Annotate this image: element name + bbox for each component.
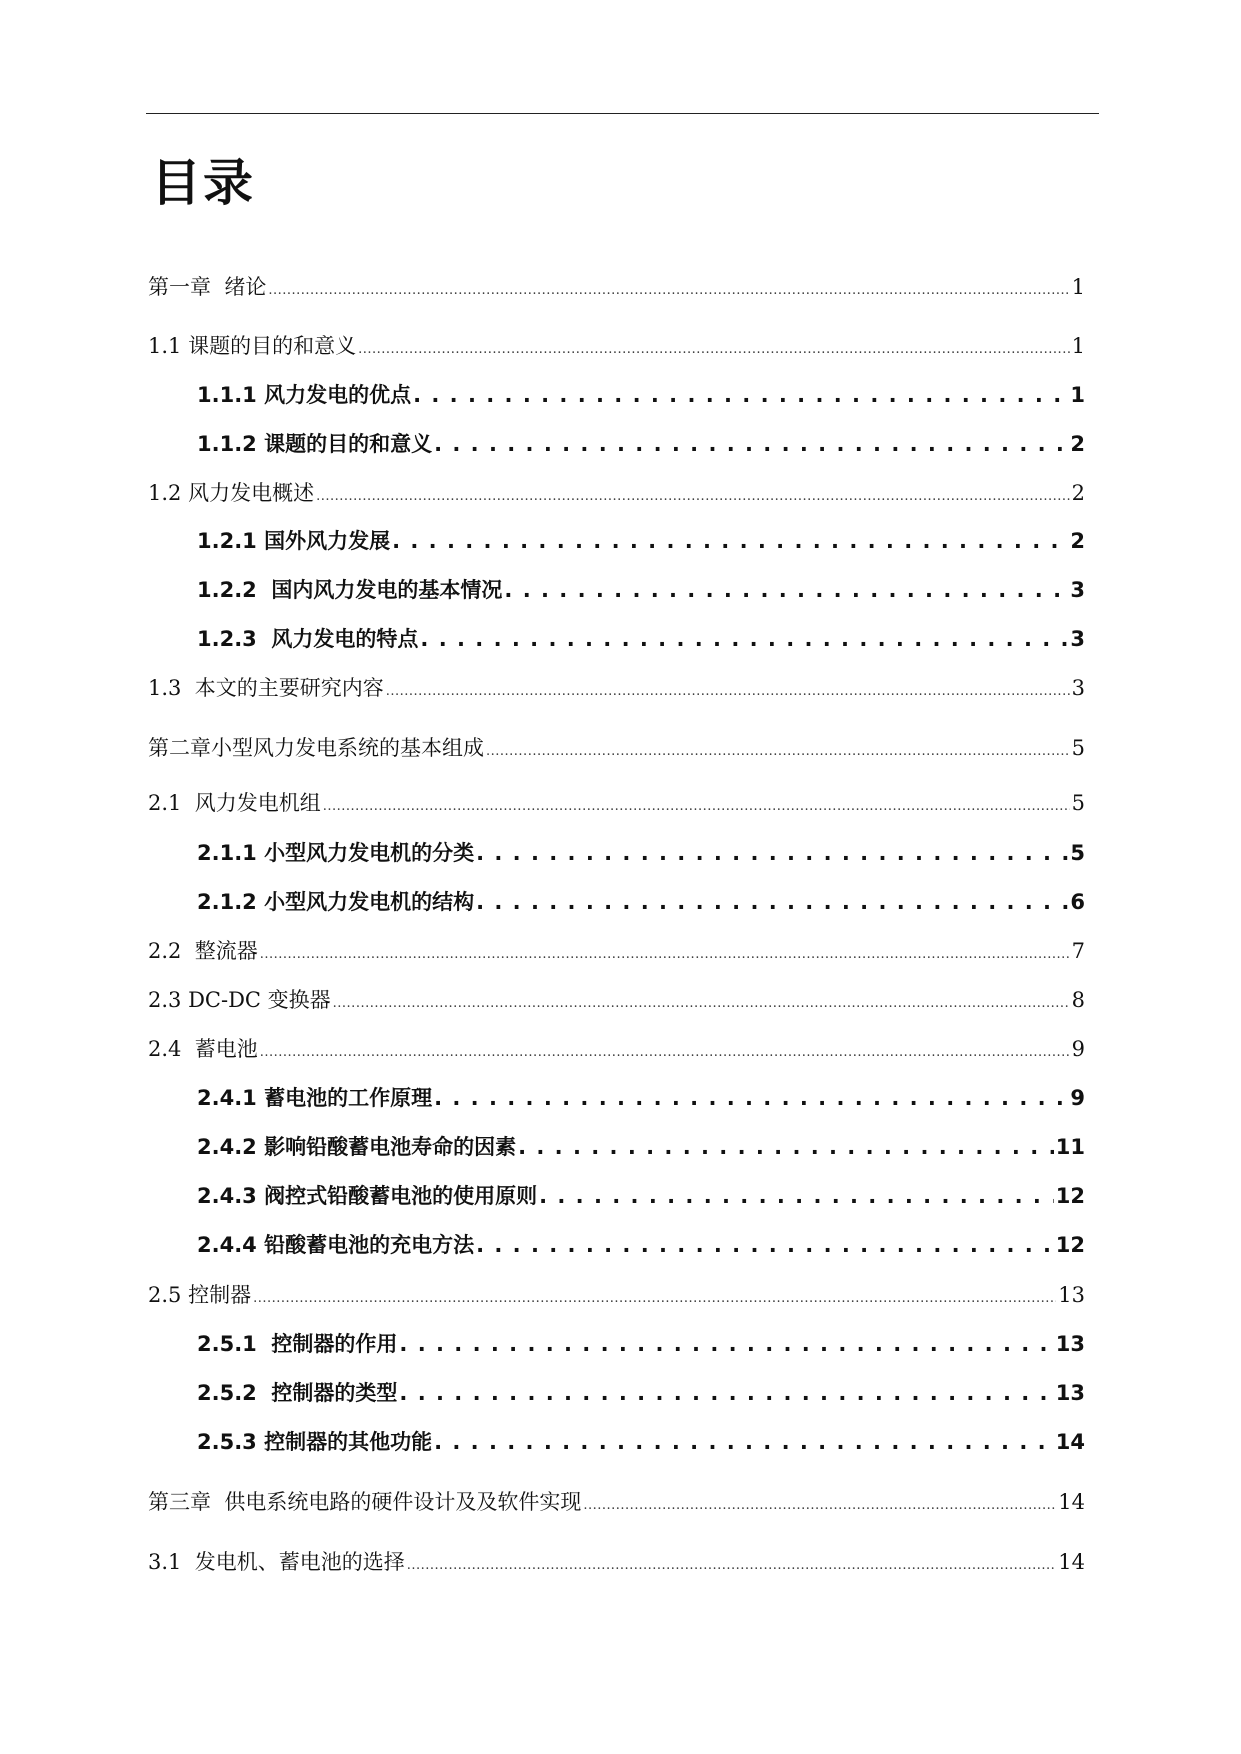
toc-entry-label: 2.2 整流器 <box>148 939 258 963</box>
toc-entry-label: 1.2.2 国内风力发电的基本情况 <box>197 578 503 602</box>
toc-entry-label: 2.1.2 小型风力发电机的结构 <box>197 890 475 914</box>
toc-entry-page: 1 <box>1071 334 1085 358</box>
toc-entry-page: 5 <box>1071 791 1085 815</box>
dot-leader <box>386 671 1070 709</box>
toc-entry-label: 第二章小型风力发电系统的基本组成 <box>148 736 484 760</box>
toc-entry[interactable] <box>197 836 1085 870</box>
toc-entry[interactable] <box>197 524 1085 558</box>
toc-entry[interactable] <box>148 476 1085 510</box>
dot-leader <box>358 329 1070 367</box>
toc-entry-page: 1 <box>1070 383 1085 407</box>
toc-entry-page: 5 <box>1070 841 1085 865</box>
dot-leader <box>434 1081 1068 1115</box>
toc-entry-label: 2.4.1 蓄电池的工作原理 <box>197 1086 433 1110</box>
toc-entry[interactable] <box>197 1228 1085 1262</box>
toc-entry-page: 9 <box>1070 1086 1085 1110</box>
toc-entry-label: 1.2 风力发电概述 <box>148 481 315 505</box>
toc-entry[interactable] <box>197 378 1085 412</box>
dot-leader <box>268 270 1069 308</box>
toc-entry-page: 12 <box>1055 1184 1085 1208</box>
toc-entry[interactable] <box>197 1376 1085 1410</box>
dot-leader <box>420 622 1068 656</box>
toc-entry-page: 14 <box>1055 1430 1085 1454</box>
dot-leader <box>399 1327 1053 1361</box>
toc-entry-page: 13 <box>1055 1381 1085 1405</box>
dot-leader <box>518 1130 1054 1164</box>
dot-leader <box>539 1179 1054 1213</box>
toc-entry[interactable] <box>148 329 1085 363</box>
dot-leader <box>486 731 1070 769</box>
dot-leader <box>316 476 1070 514</box>
toc-entry[interactable] <box>148 1032 1085 1066</box>
toc-entry-page: 13 <box>1058 1283 1085 1307</box>
toc-entry[interactable] <box>148 270 1085 304</box>
toc-entry[interactable] <box>148 671 1085 705</box>
toc-entry-page: 12 <box>1055 1233 1085 1257</box>
toc-entry[interactable] <box>148 1545 1085 1579</box>
dot-leader <box>583 1485 1056 1523</box>
toc-entry-label: 1.1.1 风力发电的优点 <box>197 383 412 407</box>
toc-entry-label: 2.5.2 控制器的类型 <box>197 1381 398 1405</box>
dot-leader <box>399 1376 1053 1410</box>
dot-leader <box>333 983 1070 1021</box>
toc-entry-page: 8 <box>1071 988 1085 1012</box>
dot-leader <box>504 573 1068 607</box>
toc-entry[interactable] <box>197 1130 1085 1164</box>
toc-entry-page: 2 <box>1070 529 1085 553</box>
toc-entry-label: 第三章 供电系统电路的硬件设计及及软件实现 <box>148 1490 582 1514</box>
dot-leader <box>323 786 1070 824</box>
toc-entry-page: 2 <box>1070 432 1085 456</box>
toc-entry-page: 7 <box>1071 939 1085 963</box>
toc-entry-label: 2.1 风力发电机组 <box>148 791 321 815</box>
dot-leader <box>434 427 1068 461</box>
dot-leader <box>392 524 1068 558</box>
dot-leader <box>434 1425 1054 1459</box>
toc-entry-label: 1.1.2 课题的目的和意义 <box>197 432 433 456</box>
dot-leader <box>260 934 1070 972</box>
toc-entry[interactable] <box>197 885 1085 919</box>
toc-entry[interactable] <box>197 427 1085 461</box>
toc-entry-page: 3 <box>1070 627 1085 651</box>
toc-entry-label: 3.1 发电机、蓄电池的选择 <box>148 1550 405 1574</box>
toc-entry-page: 11 <box>1055 1135 1085 1159</box>
dot-leader <box>476 836 1068 870</box>
dot-leader <box>476 885 1068 919</box>
toc-entry-label: 2.4.4 铅酸蓄电池的充电方法 <box>197 1233 475 1257</box>
toc-entry[interactable] <box>197 622 1085 656</box>
toc-entry[interactable] <box>148 983 1085 1017</box>
toc-entry[interactable] <box>148 1485 1085 1519</box>
toc-entry-label: 2.5.1 控制器的作用 <box>197 1332 398 1356</box>
toc-entry-page: 6 <box>1070 890 1085 914</box>
toc-entry-page: 13 <box>1055 1332 1085 1356</box>
dot-leader <box>407 1545 1057 1583</box>
toc-entry-page: 9 <box>1071 1037 1085 1061</box>
toc-entry-page: 1 <box>1071 275 1085 299</box>
toc-entry[interactable] <box>197 1081 1085 1115</box>
toc-entry-label: 第一章 绪论 <box>148 275 267 299</box>
toc-entry-label: 1.2.3 风力发电的特点 <box>197 627 419 651</box>
toc-entry[interactable] <box>148 934 1085 968</box>
toc-entry-page: 2 <box>1071 481 1085 505</box>
dot-leader <box>476 1228 1054 1262</box>
dot-leader <box>413 378 1068 412</box>
toc-entry-label: 2.5.3 控制器的其他功能 <box>197 1430 433 1454</box>
dot-leader <box>260 1032 1070 1070</box>
toc-entry[interactable] <box>197 1179 1085 1213</box>
toc-entry-page: 3 <box>1071 676 1085 700</box>
toc-entry-label: 2.4.3 阀控式铅酸蓄电池的使用原则 <box>197 1184 538 1208</box>
toc-entry[interactable] <box>197 573 1085 607</box>
toc-entry-label: 2.4 蓄电池 <box>148 1037 258 1061</box>
toc-entry-page: 5 <box>1071 736 1085 760</box>
toc-entry-label: 1.3 本文的主要研究内容 <box>148 676 384 700</box>
dot-leader <box>253 1278 1056 1316</box>
toc-entry-page: 14 <box>1058 1490 1085 1514</box>
toc-entry[interactable] <box>148 731 1085 765</box>
toc-entry[interactable] <box>148 1278 1085 1312</box>
toc-entry-label: 1.1 课题的目的和意义 <box>148 334 357 358</box>
toc-entry[interactable] <box>197 1425 1085 1459</box>
toc-entry[interactable] <box>148 786 1085 820</box>
toc-entry-label: 2.1.1 小型风力发电机的分类 <box>197 841 475 865</box>
toc-entry[interactable] <box>197 1327 1085 1361</box>
toc-entry-label: 2.4.2 影响铅酸蓄电池寿命的因素 <box>197 1135 517 1159</box>
page-title: 目录 <box>151 154 255 212</box>
toc-entry-page: 14 <box>1058 1550 1085 1574</box>
toc-entry-page: 3 <box>1070 578 1085 602</box>
toc-entry-label: 2.5 控制器 <box>148 1283 252 1307</box>
toc-entry-label: 1.2.1 国外风力发展 <box>197 529 391 553</box>
toc-entry-label: 2.3 DC-DC 变换器 <box>148 988 331 1012</box>
